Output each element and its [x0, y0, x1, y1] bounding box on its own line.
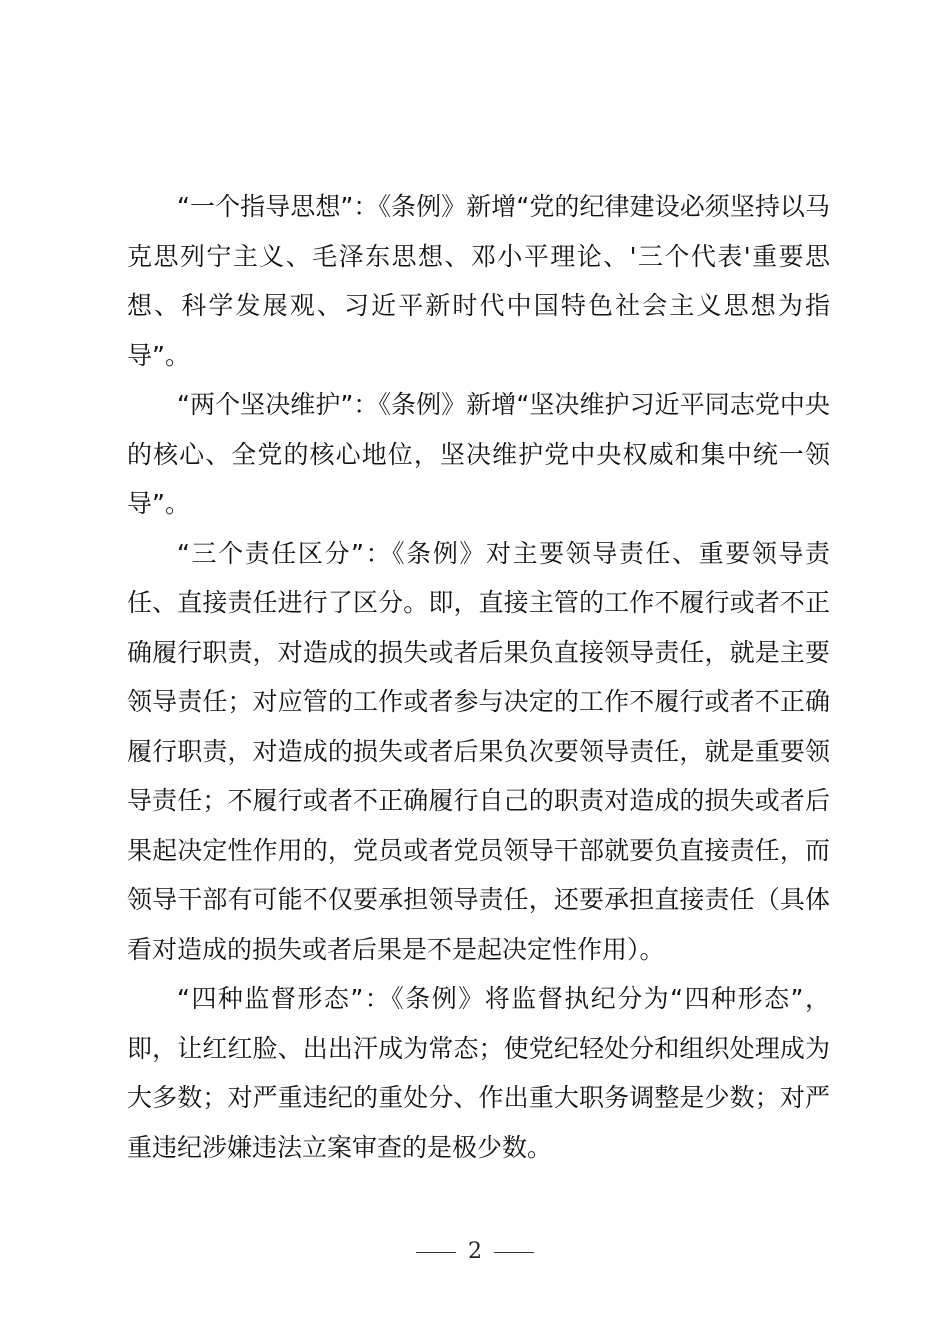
paragraph-three-responsibilities: “三个责任区分”：《条例》对主要领导责任、重要领导责任、直接责任进行了区分。即，直接主管的工作不履行或者不正确履行职责，对造成的损失或者后果负直接领导责任，就是主要领导责任；对应管的工作或者参与决定的工作不履行或者不正确履行职责，对造成的损失或者后果负次要领导责任，就是重要领导责任；不履行或者不正确履行自己的职责对造成的损失或者后果起决定性作用的，党员或者党员领导干部就要负直接责任，而领导干部有可能不仅要承担领导责任，还要承担直接责任（具体看对造成的损失或者后果是不是起决定性作用）。 — [127, 538, 830, 964]
paragraph-two-resolute-upholds: “两个坚决维护”：《条例》新增“坚决维护习近平同志党中央的核心、全党的核心地位，坚决维护党中央权威和集中统一领导”。 — [127, 390, 830, 518]
footer-left-dash — [416, 1252, 456, 1253]
footer-right-dash — [494, 1252, 534, 1253]
page-footer — [0, 1237, 950, 1267]
document-body — [127, 182, 830, 1172]
page-number: 2 — [468, 1239, 482, 1264]
paragraph-four-supervision-forms: “四种监督形态”：《条例》将监督执纪分为“四种形态”，即，让红红脸、出出汗成为常态；使党纪轻处分和组织处理成为大多数；对严重违纪的重处分、作出重大职务调整是少数；对严重违纪涉嫌违法立案审查的是极少数。 — [127, 984, 830, 1162]
paragraph-guiding-thought: “一个指导思想”：《条例》新增“党的纪律建设必须坚持以马克思列宁主义、毛泽东思想、邓小平理论、'三个代表'重要思想、科学发展观、习近平新时代中国特色社会主义思想为指导”。 — [127, 192, 830, 370]
